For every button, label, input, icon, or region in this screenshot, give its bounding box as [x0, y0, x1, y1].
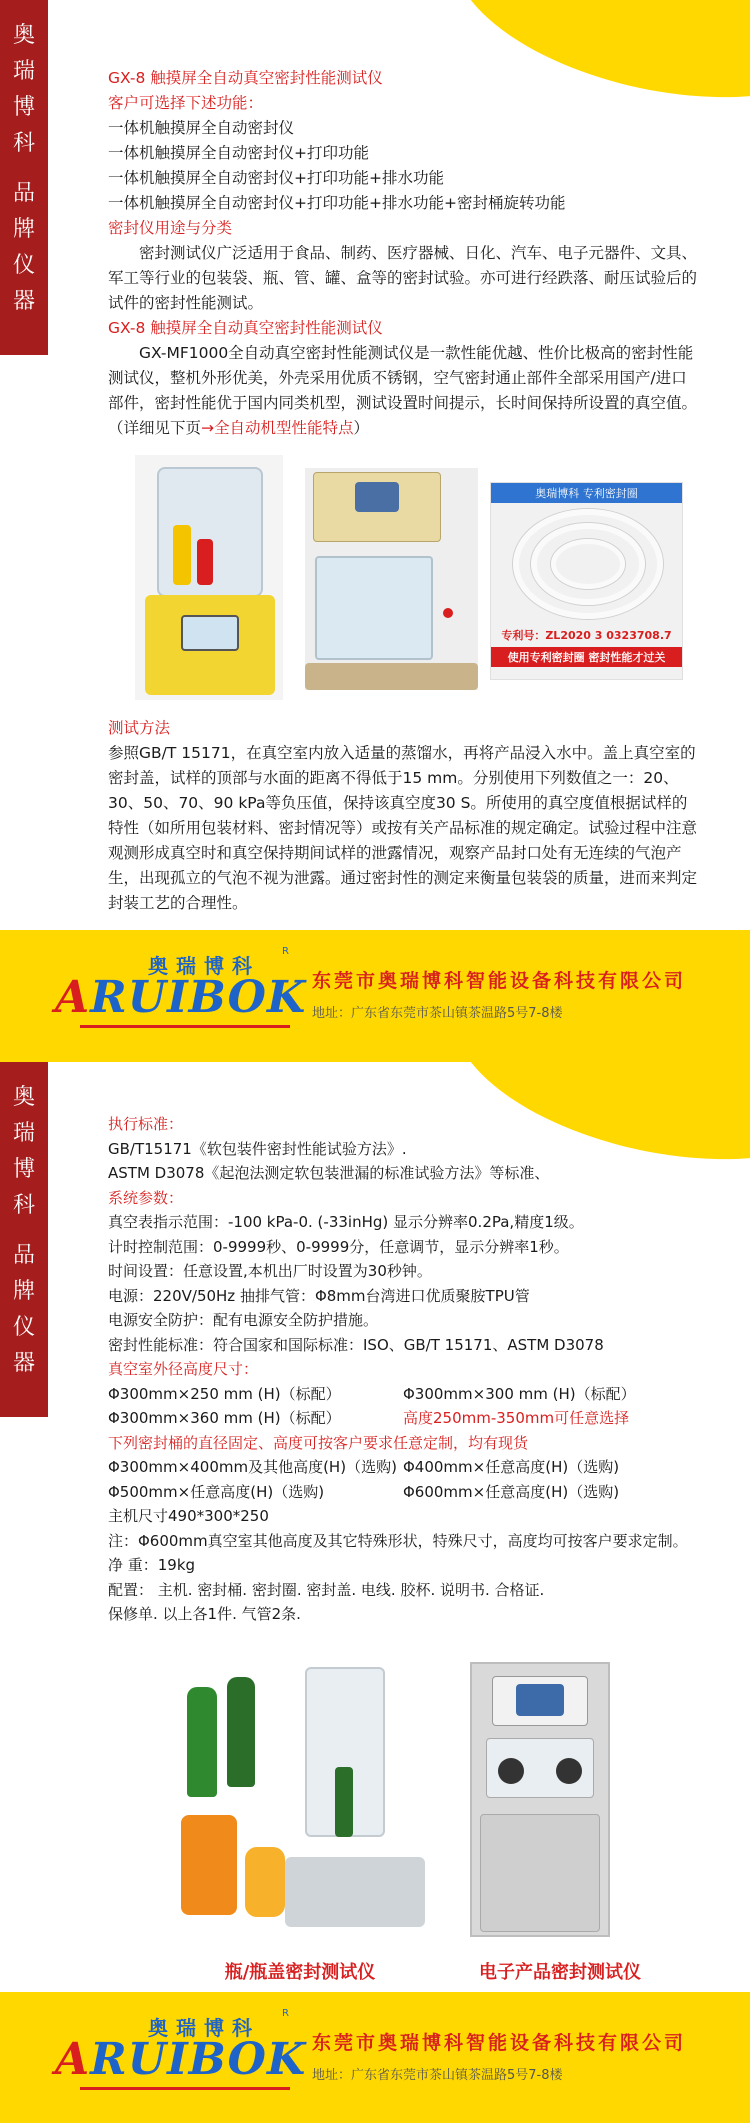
brand-char: 科 — [12, 131, 35, 156]
page-section-2 — [0, 1062, 750, 1992]
company-address: 地址：广东省东莞市茶山镇茶温路5号7-8楼 — [312, 2068, 563, 2083]
option-item: 一体机触摸屏全自动密封仪+打印功能+排水功能+密封桶旋转功能 — [108, 194, 566, 212]
brand-tab — [0, 1062, 48, 1417]
bottle-tester-photo — [175, 1667, 435, 1952]
patent-box-header: 奥瑞博科 专利密封圈 — [491, 483, 682, 503]
std-heading: 执行标准： — [108, 1115, 184, 1133]
brand-char: 器 — [12, 289, 35, 314]
logo-underline — [80, 1025, 290, 1028]
brand-char: 牌 — [12, 1279, 35, 1304]
param-heading: 系统参数： — [108, 1188, 184, 1207]
brand-char: 博 — [12, 95, 35, 120]
param-line: 电源安全防护：配有电源安全防护措施。 — [108, 1311, 379, 1329]
option-item: 一体机触摸屏全自动密封仪+打印功能+排水功能 — [108, 169, 444, 187]
logo-registered-mark: R — [282, 946, 289, 957]
option-item: 一体机触摸屏全自动密封仪 — [108, 119, 295, 137]
option-item: 一体机触摸屏全自动密封仪+打印功能 — [108, 144, 369, 162]
electronics-tester-photo — [470, 1662, 610, 1937]
usage-text: 密封测试仪广泛适用于食品、制药、医疗器械、日化、汽车、电子元器件、文具、军工等行业的包装袋、瓶、管、罐、盒等的密封试验。亦可进行经跌落、耐压试验后的试件的密封性能测试。 — [108, 244, 698, 312]
brand-char: 器 — [12, 1351, 35, 1376]
custom-row: Φ500mm×任意高度(H)（选购) Φ600mm×任意高度(H)（选购) — [108, 1482, 620, 1501]
method-heading: 测试方法 — [108, 719, 171, 737]
param-line: 电源：220V/50Hz 抽排气管：Φ8mm台湾进口优质聚胺TPU管 — [108, 1286, 530, 1305]
product-title: GX-8 触摸屏全自动真空密封性能测试仪 — [108, 69, 383, 87]
brand-char: 品 — [12, 181, 35, 206]
brand-char: 仪 — [12, 1315, 35, 1340]
brand-char: 瑞 — [12, 59, 35, 84]
intro-block — [108, 66, 698, 441]
tail-line: 主机尺寸490*300*250 — [108, 1507, 269, 1525]
company-footer-1 — [0, 930, 750, 1062]
company-footer-2 — [0, 1992, 750, 2123]
spec-block — [108, 1112, 698, 1627]
custom-row: Φ300mm×400mm及其他高度(H)（选购) Φ400mm×任意高度(H)（选购) — [108, 1458, 620, 1476]
patent-number: 专利号：ZL2020 3 0323708.7 — [501, 629, 672, 642]
brand-char: 品 — [12, 1243, 35, 1268]
caption-bottle-tester: 瓶/瓶盖密封测试仪 — [224, 1962, 376, 1983]
brand-char: 仪 — [12, 253, 35, 278]
logo-underline — [80, 2087, 290, 2090]
caption-electronics-tester: 电子产品密封测试仪 — [479, 1962, 641, 1983]
param-line: 计时控制范围：0-9999秒、0-9999分，任意调节，显示分辨率1秒。 — [108, 1237, 569, 1256]
company-address: 地址：广东省东莞市茶山镇茶温路5号7-8楼 — [312, 1006, 563, 1021]
tail-line: 净 重：19kg — [108, 1556, 196, 1574]
company-name: 东莞市奥瑞博科智能设备科技有限公司 — [312, 2032, 687, 2054]
param-line: 密封性能标准：符合国家和国际标准：ISO、GB/T 15171、ASTM D3078 — [108, 1335, 604, 1354]
brand-char: 奥 — [12, 23, 35, 48]
tester-photo-1 — [135, 455, 283, 700]
brand-tab — [0, 0, 48, 355]
tail-line: 配置： 主机. 密封桶. 密封圈. 密封盖. 电线. 胶杯. 说明书. 合格证. — [108, 1580, 545, 1599]
std-line: GB/T15171《软包装件密封性能试验方法》. — [108, 1139, 407, 1158]
intro-text: GX-MF1000全自动真空密封性能测试仪是一款性能优越、性价比极高的密封性能测试仪，整机外形优美，外壳采用优质不锈钢，空气密封通止部件全部采用国产/进口部件，密封性能优于国内同类机型，测试设置时间提示，长时间保持所设置的真空值。（详细见下页→全自动机型性能特点） — [108, 344, 698, 437]
brand-char: 科 — [12, 1193, 35, 1218]
brand-char: 奥 — [12, 1085, 35, 1110]
options-heading: 客户可选择下述功能： — [108, 94, 264, 112]
size-row: Φ300mm×360 mm (H)（标配） 高度250mm-350mm可任意选择 — [108, 1409, 630, 1427]
logo-registered-mark: R — [282, 2008, 289, 2019]
tester-photo-2 — [305, 468, 478, 690]
param-line: 真空表指示范围：-100 kPa-0. (-33inHg) 显示分辨率0.2Pa,精度1级。 — [108, 1213, 584, 1231]
brand-char: 牌 — [12, 217, 35, 242]
brand-char: 瑞 — [12, 1121, 35, 1146]
logo-cn: 奥瑞博科 — [148, 954, 260, 978]
method-text: 参照GB/T 15171，在真空室内放入适量的蒸馏水，再将产品浸入水中。盖上真空室的密封盖，试样的顶部与水面的距离不得低于15 mm。分别使用下列数值之一：20、30、50、70、90 kPa等负压值，保持该真空度30 S。所使用的真空度值根据试样的特性（如所用包装材料、密封情况等）或按有关产品标准的规定确定。试验过程中注意观测形成真空时和真空保持期间试样的泄露情况，观察产品封口处有无连续的气泡产生，出现孤立的气泡不视为泄露。通过密封性的测定来衡量包装袋的质量，进而来判定封装工艺的合理性。 — [108, 744, 698, 912]
method-block — [108, 716, 698, 916]
feature-link[interactable]: 全自动机型性能特点 — [214, 419, 354, 437]
tail-line: 保修单. 以上各1件. 气管2条. — [108, 1605, 301, 1623]
company-name: 东莞市奥瑞博科智能设备科技有限公司 — [312, 970, 687, 992]
product-title-2: GX-8 触摸屏全自动真空密封性能测试仪 — [108, 319, 383, 337]
logo-en: ARUIBOK — [55, 2034, 307, 2085]
logo-cn: 奥瑞博科 — [148, 2016, 260, 2040]
std-line: ASTM D3078《起泡法测定软包装泄漏的标准试验方法》等标准、 — [108, 1164, 550, 1182]
logo-en: ARUIBOK — [55, 972, 307, 1023]
tail-line: 注：Φ600mm真空室其他高度及其它特殊形状，特殊尺寸，高度均可按客户要求定制。 — [108, 1531, 688, 1550]
brand-char: 博 — [12, 1157, 35, 1182]
param-line: 时间设置：任意设置,本机出厂时设置为30秒钟。 — [108, 1262, 432, 1280]
patent-note: 使用专利密封圈 密封性能才过关 — [491, 647, 682, 667]
custom-heading: 下列密封桶的直径固定、高度可按客户要求任意定制，均有现货 — [108, 1433, 529, 1452]
usage-heading: 密封仪用途与分类 — [108, 219, 233, 237]
size-row: Φ300mm×250 mm (H)（标配） Φ300mm×300 mm (H)（标配） — [108, 1384, 636, 1403]
patent-seal-photo — [490, 482, 683, 680]
size-heading: 真空室外径高度尺寸： — [108, 1360, 259, 1378]
page-section-1 — [0, 0, 750, 930]
